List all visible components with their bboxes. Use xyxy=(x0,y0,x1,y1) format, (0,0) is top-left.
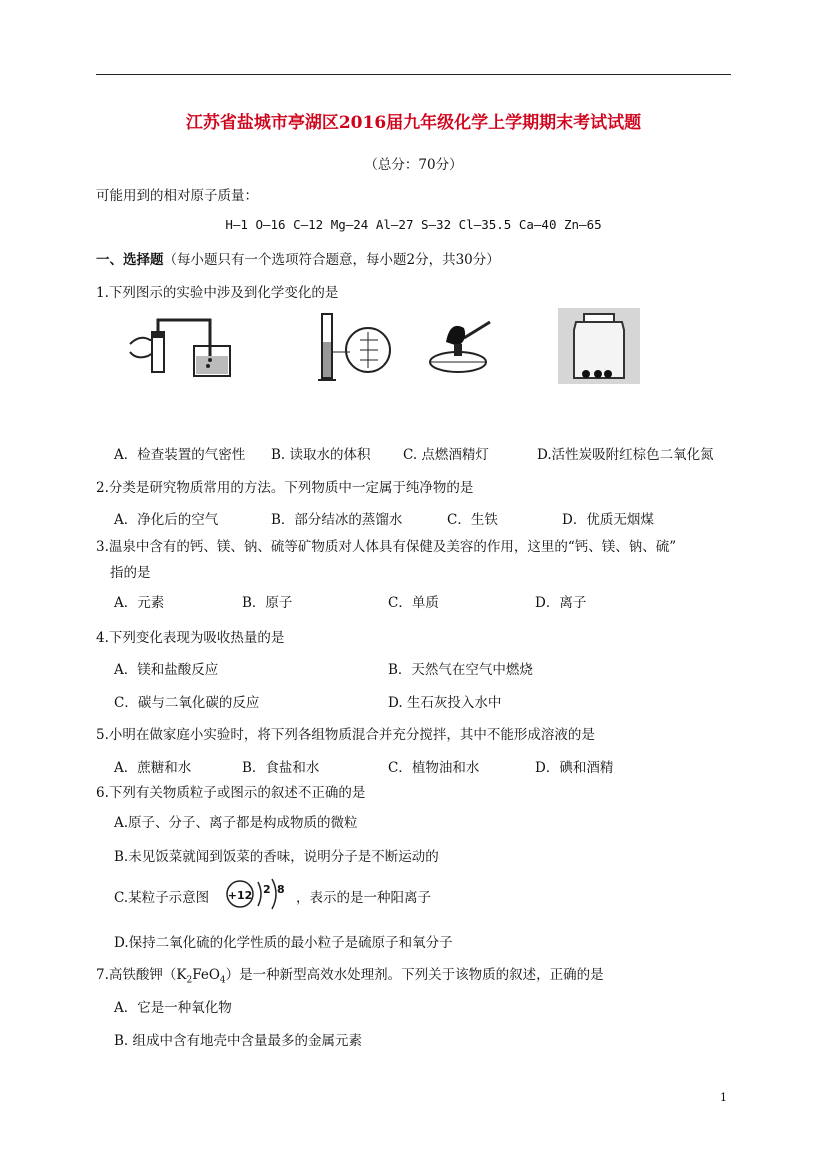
question-7-stem xyxy=(96,963,604,986)
question-1-stem: 1.下列图示的实验中涉及到化学变化的是 xyxy=(96,285,339,301)
q6-option-d[interactable]: D.保持二氧化硫的化学性质的最小粒子是硫原子和氧分子 xyxy=(114,935,453,951)
q7-sub-1: 2 xyxy=(186,975,193,986)
page-number: 1 xyxy=(720,1091,727,1104)
ion-shell-1: 2 xyxy=(263,883,271,896)
q7-sub-2: 4 xyxy=(219,975,226,986)
exam-title: 江苏省盐城市亭湖区2016届九年级化学上学期期末考试试题 xyxy=(185,113,642,133)
q7-option-a[interactable]: A．它是一种氧化物 xyxy=(114,1000,232,1016)
question-2-stem: 2.分类是研究物质常用的方法。下列物质中一定属于纯净物的是 xyxy=(96,480,474,496)
q6-option-a[interactable]: A.原子、分子、离子都是构成物质的微粒 xyxy=(114,815,358,831)
q4-option-d[interactable]: D. 生石灰投入水中 xyxy=(388,695,502,711)
q3-option-d[interactable]: D．离子 xyxy=(535,595,587,611)
figure-airtight-check xyxy=(128,316,240,382)
section-title: 一、选择题 xyxy=(96,252,164,268)
q7-option-b[interactable]: B. 组成中含有地壳中含量最多的金属元素 xyxy=(114,1033,363,1049)
ion-shell-2: 8 xyxy=(277,883,285,896)
q2-option-b[interactable]: B．部分结冰的蒸馏水 xyxy=(271,512,403,528)
q1-option-c[interactable]: C. 点燃酒精灯 xyxy=(403,447,489,463)
q2-option-a[interactable]: A．净化后的空气 xyxy=(114,512,219,528)
q1-option-d[interactable]: D.活性炭吸附红棕色二氧化氮 xyxy=(537,447,714,463)
q3-option-c[interactable]: C．单质 xyxy=(388,595,439,611)
q7-stem-mid: FeO xyxy=(192,967,220,983)
header-rule xyxy=(96,74,731,75)
figure-light-lamp xyxy=(424,314,496,380)
q6-option-b[interactable]: B.未见饭菜就闻到饭菜的香味，说明分子是不断运动的 xyxy=(114,849,439,865)
q5-option-d[interactable]: D．碘和酒精 xyxy=(535,760,614,776)
q7-stem-post: ）是一种新型高效水处理剂。下列关于该物质的叙述，正确的是 xyxy=(225,967,604,983)
q6-option-c-pre[interactable]: C.某粒子示意图 xyxy=(114,890,210,906)
q5-option-b[interactable]: B．食盐和水 xyxy=(242,760,320,776)
q4-option-c[interactable]: C．碳与二氧化碳的反应 xyxy=(114,695,260,711)
question-3-stem-cont: 指的是 xyxy=(110,565,151,581)
figure-activated-carbon xyxy=(558,308,640,384)
total-score: （总分：70分） xyxy=(364,157,463,173)
section-heading xyxy=(96,248,500,268)
q2-option-c[interactable]: C．生铁 xyxy=(447,512,498,528)
atomic-mass-label: 可能用到的相对原子质量： xyxy=(96,188,258,204)
q1-option-a[interactable]: A．检查装置的气密性 xyxy=(114,447,246,463)
q4-option-a[interactable]: A．镁和盐酸反应 xyxy=(114,662,219,678)
question-3-stem: 3.温泉中含有的钙、镁、钠、硫等矿物质对人体具有保健及美容的作用，这里的“钙、镁、钠、硫” xyxy=(96,539,677,555)
question-6-stem: 6.下列有关物质粒子或图示的叙述不正确的是 xyxy=(96,785,366,801)
q7-stem-pre: 7.高铁酸钾（K xyxy=(96,967,187,983)
q3-option-b[interactable]: B．原子 xyxy=(242,595,293,611)
section-note: （每小题只有一个选项符合题意，每小题2分，共30分） xyxy=(163,252,500,268)
question-4-stem: 4.下列变化表现为吸收热量的是 xyxy=(96,630,285,646)
q2-option-d[interactable]: D．优质无烟煤 xyxy=(562,512,654,528)
question-5-stem: 5.小明在做家庭小实验时，将下列各组物质混合并充分搅拌，其中不能形成溶液的是 xyxy=(96,727,595,743)
atomic-mass-list: H—1 O—16 C—12 Mg—24 Al—27 S—32 Cl—35.5 Ca—40 Zn—65 xyxy=(225,217,602,232)
q3-option-a[interactable]: A．元素 xyxy=(114,595,165,611)
ion-nucleus: +12 xyxy=(227,889,253,902)
q5-option-c[interactable]: C．植物油和水 xyxy=(388,760,480,776)
ion-structure-diagram xyxy=(222,876,292,912)
q4-option-b[interactable]: B．天然气在空气中燃烧 xyxy=(388,662,533,678)
q5-option-a[interactable]: A．蔗糖和水 xyxy=(114,760,192,776)
figure-read-volume xyxy=(318,312,396,384)
q6-option-c-post[interactable]: ，表示的是一种阳离子 xyxy=(296,890,431,906)
q1-option-b[interactable]: B. 读取水的体积 xyxy=(271,447,371,463)
